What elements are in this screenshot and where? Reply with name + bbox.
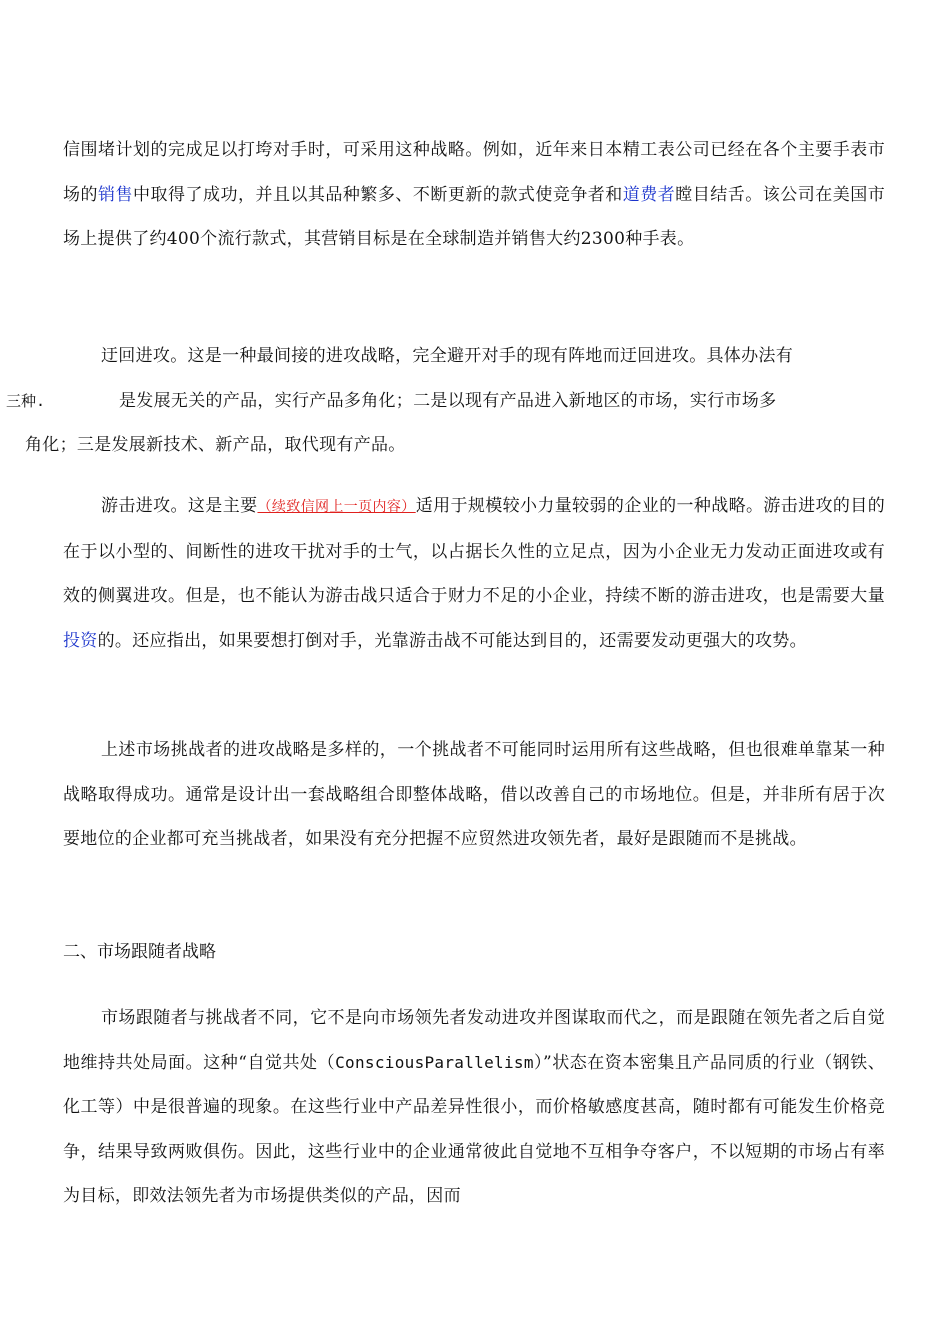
paragraph-text: 的。还应指出，如果要想打倒对手，光靠游击战不可能达到目的，还需要发动更强大的攻势。 bbox=[97, 630, 807, 651]
paragraph-text: 瞠目结舌。该公司在美国市场上提供了约400个流行款式，其营销目标是在全球制造并销售大约2300种手表。 bbox=[63, 184, 885, 249]
link-investment[interactable]: 投资 bbox=[63, 630, 98, 651]
margin-note: 三种. bbox=[6, 392, 46, 410]
link-continued-content[interactable]: （续致信网上一页内容） bbox=[257, 499, 416, 515]
paragraph-text: 市场跟随者与挑战者不同，它不是向市场领先者发动进攻并图谋取而代之，而是跟随在领先者之后自觉地维持共处局面。这种“自觉共处（ bbox=[63, 1008, 885, 1073]
paragraph-text: 信围堵计划的完成足以打垮对手时，可采用这种战略。例如，近年来日本精工表公司已经在各个主要手表市场的 bbox=[63, 140, 885, 205]
paragraph-guerrilla-attack bbox=[63, 484, 885, 663]
paragraph-text: 中取得了成功，并且以其品种繁多、不断更新的款式使竞争者和 bbox=[133, 184, 623, 205]
paragraph-text: 迂回进攻。这是一种最间接的进攻战略，完全避开对手的现有阵地而迂回进攻。具体办法有 bbox=[101, 346, 793, 366]
paragraph-text: 是发展无关的产品，实行产品多角化；二是以现有产品进入新地区的市场，实行市场多 bbox=[119, 390, 777, 411]
paragraph-text: ）”状态在资本密集且产品同质的行业（钢铁、化工等）中是很普遍的现象。在这些行业中产品差异性很小，而价格敏感度甚高，随时都有可能发生价格竞争，结果导致两败俱伤。因此，这些行业中的企业通常彼此自觉地不互相争夺客户，不以短期的市场占有率为目标，即效法领先者为市场提供类似的产品，因而 bbox=[63, 1052, 885, 1206]
section-heading: 二、市场跟随者战略 bbox=[63, 942, 216, 962]
paragraph-text: 适用于规模较小力量较弱的企业的一种战略。游击进攻的目的在于以小型的、间断性的进攻干扰对手的士气，以占据长久性的立足点，因为小企业无力发动正面进攻或有效的侧翼进攻。但是，也不能认为游击战只适合于财力不足的小企业，持续不断的游击进攻，也是需要大量 bbox=[63, 496, 885, 606]
paragraph-follower-strategy bbox=[63, 996, 885, 1219]
paragraph-text: 角化；三是发展新技术、新产品，取代现有产品。 bbox=[25, 435, 406, 455]
paragraph-text: 游击进攻。这是主要 bbox=[101, 496, 258, 516]
link-consumer[interactable]: 道费者 bbox=[622, 184, 676, 205]
link-sales[interactable]: 销售 bbox=[98, 184, 133, 205]
paragraph-challenger-summary: 上述市场挑战者的进攻战略是多样的，一个挑战者不可能同时运用所有这些战略，但也很难单靠某一种战略取得成功。通常是设计出一套战略组合即整体战略，借以改善自己的市场地位。但是，并非所有居于次要地位的企业都可充当挑战者，如果没有充分把握不应贸然进攻领先者，最好是跟随而不是挑战。 bbox=[63, 740, 885, 849]
paragraph-seiko-example bbox=[63, 128, 885, 262]
term-conscious-parallelism: ConsciousParallelism bbox=[335, 1052, 534, 1072]
